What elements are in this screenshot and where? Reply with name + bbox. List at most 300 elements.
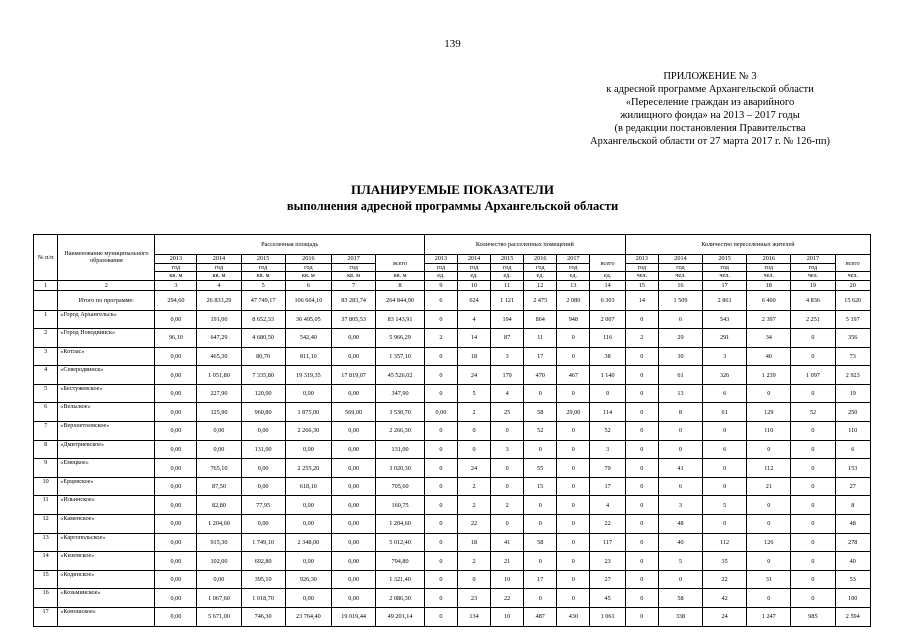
- table-cell: 21: [747, 477, 791, 496]
- row-name: «Каменское»: [58, 515, 155, 534]
- table-cell: 0,00: [155, 403, 197, 422]
- total-header: всего: [376, 255, 425, 272]
- table-cell: 0: [491, 459, 524, 478]
- table-cell: 0,00: [197, 422, 241, 441]
- table-cell: 470: [524, 366, 557, 385]
- table-cell: 19 019,44: [332, 608, 376, 627]
- table-cell: 542,40: [285, 329, 331, 348]
- table-cell: 129: [747, 403, 791, 422]
- table-cell: 19: [835, 384, 870, 403]
- table-cell: 1 321,40: [376, 570, 425, 589]
- table-cell: 23: [590, 552, 625, 571]
- table-row: [34, 403, 871, 422]
- table-cell: 87: [491, 329, 524, 348]
- year-header: 2013: [424, 255, 457, 264]
- row-index: 5: [34, 384, 58, 403]
- table-cell: 2 086,30: [376, 589, 425, 608]
- table-cell: 22: [457, 515, 490, 534]
- table-cell: 38: [590, 347, 625, 366]
- year-suffix: год: [557, 263, 590, 272]
- table-cell: 2: [457, 403, 490, 422]
- row-name: «Верхнетоемское»: [58, 422, 155, 441]
- appendix-line: ПРИЛОЖЕНИЕ № 3: [663, 71, 757, 82]
- table-cell: 0: [791, 589, 835, 608]
- table-cell: 6: [703, 440, 747, 459]
- column-number: 7: [332, 280, 376, 290]
- table-cell: 31: [747, 570, 791, 589]
- table-cell: 0: [557, 422, 590, 441]
- year-header: 2017: [332, 255, 376, 264]
- table-cell: 430: [557, 608, 590, 627]
- table-cell: 0: [557, 477, 590, 496]
- table-cell: 2 255,20: [285, 459, 331, 478]
- table-cell: 1 018,70: [241, 589, 285, 608]
- table-cell: 14: [457, 329, 490, 348]
- table-cell: 338: [658, 608, 702, 627]
- table-cell: 0: [747, 440, 791, 459]
- table-cell: 0: [791, 477, 835, 496]
- total-row: [34, 290, 871, 310]
- table-cell: 53: [835, 570, 870, 589]
- appendix-line: «Переселение граждан из аварийного: [625, 97, 795, 108]
- column-number: 12: [524, 280, 557, 290]
- table-cell: 4: [457, 310, 490, 329]
- unit-header: чел.: [791, 272, 835, 281]
- table-cell: 0: [424, 477, 457, 496]
- table-cell: 6: [835, 440, 870, 459]
- table-cell: 96,10: [155, 329, 197, 348]
- table-cell: 0: [625, 347, 658, 366]
- table-cell: 0: [791, 347, 835, 366]
- table-cell: 0: [424, 366, 457, 385]
- table-cell: 0,00: [155, 608, 197, 627]
- table-cell: 0,00: [155, 366, 197, 385]
- table-cell: 61: [658, 366, 702, 385]
- year-suffix: год: [197, 263, 241, 272]
- table-cell: 24: [457, 366, 490, 385]
- table-cell: 250: [835, 403, 870, 422]
- row-index: 6: [34, 403, 58, 422]
- column-number: 1: [34, 280, 58, 290]
- table-cell: 52: [791, 403, 835, 422]
- year-header: 2017: [791, 255, 835, 264]
- year-suffix: год: [241, 263, 285, 272]
- row-index: 15: [34, 570, 58, 589]
- table-cell: 0,00: [155, 570, 197, 589]
- table-cell: 0: [625, 310, 658, 329]
- table-cell: 125,90: [197, 403, 241, 422]
- row-index: 3: [34, 347, 58, 366]
- row-index: 13: [34, 533, 58, 552]
- table-cell: 0: [457, 440, 490, 459]
- row-name: «Вельское»: [58, 403, 155, 422]
- table-row: [34, 384, 871, 403]
- table-cell: 0: [424, 496, 457, 515]
- table-cell: 705,60: [376, 477, 425, 496]
- table-row: [34, 329, 871, 348]
- table-cell: 1 357,10: [376, 347, 425, 366]
- table-cell: 83 143,91: [376, 310, 425, 329]
- table-cell: 0: [625, 552, 658, 571]
- column-number: 13: [557, 280, 590, 290]
- people-group-header: Количество переселенных жителей: [625, 235, 870, 255]
- table-cell: 58: [524, 403, 557, 422]
- table-cell: 2 007: [590, 310, 625, 329]
- table-cell: 10: [491, 570, 524, 589]
- table-cell: 0,00: [155, 477, 197, 496]
- table-cell: 6 400: [747, 290, 791, 310]
- table-cell: 116: [590, 329, 625, 348]
- table-cell: 746,30: [241, 608, 285, 627]
- table-cell: 58: [524, 533, 557, 552]
- table-cell: 1 875,00: [285, 403, 331, 422]
- table-cell: 120,00: [241, 384, 285, 403]
- table-cell: 19 319,35: [285, 366, 331, 385]
- appendix-line: (в редакции постановления Правительства: [614, 123, 806, 134]
- column-number: 11: [491, 280, 524, 290]
- table-cell: 0: [557, 515, 590, 534]
- table-cell: 0,00: [155, 310, 197, 329]
- row-name: «Каргопольское»: [58, 533, 155, 552]
- table-cell: 37 805,53: [332, 310, 376, 329]
- table-cell: 1 509: [658, 290, 702, 310]
- document-title: ПЛАНИРУЕМЫЕ ПОКАЗАТЕЛИ: [351, 182, 554, 197]
- table-cell: 6: [658, 477, 702, 496]
- table-cell: 0,00: [332, 515, 376, 534]
- year-header: 2015: [703, 255, 747, 264]
- unit-header: ед.: [457, 272, 490, 281]
- table-row: [34, 422, 871, 441]
- table-cell: 0,00: [155, 496, 197, 515]
- table-cell: 960,80: [241, 403, 285, 422]
- table-cell: 0,00: [332, 329, 376, 348]
- column-number: 8: [376, 280, 425, 290]
- table-cell: 106 664,10: [285, 290, 331, 310]
- table-cell: 0: [747, 589, 791, 608]
- unit-header: кв. м: [285, 272, 331, 281]
- table-cell: 29: [658, 329, 702, 348]
- table-cell: 0: [424, 589, 457, 608]
- appendix-line: Архангельской области от 27 марта 2017 г. № 126-пп): [590, 136, 830, 147]
- header-row: [34, 235, 871, 255]
- table-cell: 24: [703, 608, 747, 627]
- appendix-line: жилищного фонда» на 2013 – 2017 годы: [620, 110, 800, 121]
- table-cell: 30: [658, 347, 702, 366]
- table-cell: 40: [658, 533, 702, 552]
- table-row: [34, 570, 871, 589]
- table-cell: 1 067,60: [197, 589, 241, 608]
- column-number: 18: [747, 280, 791, 290]
- table-cell: 0,00: [332, 552, 376, 571]
- table-cell: 326: [703, 366, 747, 385]
- column-number: 6: [285, 280, 331, 290]
- table-cell: 1 140: [590, 366, 625, 385]
- row-name: «Ерцевское»: [58, 477, 155, 496]
- column-number: 3: [155, 280, 197, 290]
- table-cell: 569,00: [332, 403, 376, 422]
- table-cell: 0: [524, 496, 557, 515]
- table-cell: 0: [524, 552, 557, 571]
- table-row: [34, 477, 871, 496]
- table-cell: 8: [835, 496, 870, 515]
- table-cell: 8: [658, 403, 702, 422]
- table-row: [34, 496, 871, 515]
- table-cell: 0: [625, 384, 658, 403]
- table-cell: 0: [491, 422, 524, 441]
- table-cell: 0: [747, 552, 791, 571]
- table-cell: 22: [590, 515, 625, 534]
- table-cell: 0,00: [155, 384, 197, 403]
- header-units-row: [34, 272, 871, 281]
- table-cell: 131,00: [241, 440, 285, 459]
- table-cell: 0,00: [285, 515, 331, 534]
- table-cell: 5 012,40: [376, 533, 425, 552]
- table-cell: 49 201,14: [376, 608, 425, 627]
- row-index: 8: [34, 440, 58, 459]
- table-cell: 624: [457, 290, 490, 310]
- row-index: 10: [34, 477, 58, 496]
- table-cell: 131,00: [376, 440, 425, 459]
- row-index: 16: [34, 589, 58, 608]
- table-cell: 0,00: [332, 477, 376, 496]
- table-cell: 0: [557, 552, 590, 571]
- unit-header: чел.: [747, 272, 791, 281]
- unit-header: ед.: [557, 272, 590, 281]
- table-cell: 0: [625, 422, 658, 441]
- table-cell: 0: [424, 608, 457, 627]
- table-cell: 0: [747, 384, 791, 403]
- row-index: 9: [34, 459, 58, 478]
- table-cell: 0,00: [332, 422, 376, 441]
- table-cell: 467: [557, 366, 590, 385]
- table-cell: 0: [625, 570, 658, 589]
- table-cell: 2: [457, 496, 490, 515]
- table-cell: 40: [747, 347, 791, 366]
- table-cell: 0: [424, 347, 457, 366]
- table-cell: 6: [658, 310, 702, 329]
- table-cell: 356: [835, 329, 870, 348]
- table-row: [34, 366, 871, 385]
- table-cell: 0,00: [332, 570, 376, 589]
- unit-header: кв. м: [241, 272, 285, 281]
- year-header: 2016: [524, 255, 557, 264]
- year-header: 2017: [557, 255, 590, 264]
- table-cell: 765,10: [197, 459, 241, 478]
- year-suffix: год: [491, 263, 524, 272]
- table-cell: 0: [557, 570, 590, 589]
- table-cell: 6: [424, 290, 457, 310]
- table-cell: 22: [703, 570, 747, 589]
- table-cell: 0: [791, 552, 835, 571]
- table-cell: 5: [457, 384, 490, 403]
- table-cell: 0: [424, 459, 457, 478]
- table-cell: 487: [524, 608, 557, 627]
- table-cell: 110: [835, 422, 870, 441]
- table-cell: 0: [658, 422, 702, 441]
- table-cell: 0,00: [241, 477, 285, 496]
- unit-header: чел.: [625, 272, 658, 281]
- year-suffix: год: [332, 263, 376, 272]
- table-cell: 58: [658, 589, 702, 608]
- table-cell: 29,00: [557, 403, 590, 422]
- column-number: 20: [835, 280, 870, 290]
- table-cell: 0,00: [155, 552, 197, 571]
- row-name: «Коношское»: [58, 608, 155, 627]
- table-cell: 926,30: [285, 570, 331, 589]
- unit-header: чел.: [835, 272, 870, 281]
- table-cell: 278: [835, 533, 870, 552]
- table-cell: 27: [590, 570, 625, 589]
- table-row: [34, 589, 871, 608]
- table-cell: 1 061: [590, 608, 625, 627]
- table-cell: 0: [625, 608, 658, 627]
- table-cell: 1 749,10: [241, 533, 285, 552]
- row-name: «Ильинское»: [58, 496, 155, 515]
- row-index: 2: [34, 329, 58, 348]
- table-cell: 1 247: [747, 608, 791, 627]
- rooms-group-header: Количество расселенных помещений: [424, 235, 625, 255]
- table-row: [34, 459, 871, 478]
- table-cell: 0: [791, 570, 835, 589]
- table-cell: 0: [457, 422, 490, 441]
- header-god-row: [34, 263, 871, 272]
- table-cell: 15: [524, 477, 557, 496]
- table-cell: 0: [424, 384, 457, 403]
- table-cell: 0: [524, 384, 557, 403]
- year-suffix: год: [791, 263, 835, 272]
- unit-header: ед.: [524, 272, 557, 281]
- header-years-row: [34, 255, 871, 264]
- table-cell: 6: [703, 384, 747, 403]
- row-name: «Северодвинск»: [58, 366, 155, 385]
- table-cell: 5: [703, 496, 747, 515]
- table-cell: 0: [703, 477, 747, 496]
- table-cell: 3: [658, 496, 702, 515]
- column-number: 4: [197, 280, 241, 290]
- table-cell: 2: [424, 329, 457, 348]
- table-cell: 23: [457, 589, 490, 608]
- table-cell: 7 335,80: [241, 366, 285, 385]
- header-municipality: Наименование муниципального образования: [58, 235, 155, 281]
- row-name: «Город Новодвинск»: [58, 329, 155, 348]
- table-cell: 864: [524, 310, 557, 329]
- table-cell: 0: [524, 440, 557, 459]
- table-cell: 0,00: [285, 384, 331, 403]
- table-cell: 0: [625, 477, 658, 496]
- table-cell: 543: [703, 310, 747, 329]
- row-index: 14: [34, 552, 58, 571]
- table-row: [34, 310, 871, 329]
- table-cell: 14: [625, 290, 658, 310]
- table-row: [34, 347, 871, 366]
- table-cell: 0: [791, 515, 835, 534]
- year-header: 2016: [285, 255, 331, 264]
- year-suffix: год: [625, 263, 658, 272]
- table-cell: 0,00: [285, 496, 331, 515]
- table-cell: 0: [424, 422, 457, 441]
- table-cell: 22: [491, 589, 524, 608]
- table-cell: 0: [424, 552, 457, 571]
- table-cell: 26 833,29: [197, 290, 241, 310]
- table-cell: 0: [747, 515, 791, 534]
- table-cell: 2 861: [703, 290, 747, 310]
- table-cell: 100: [835, 589, 870, 608]
- table-cell: 3 530,70: [376, 403, 425, 422]
- table-cell: 0,00: [332, 347, 376, 366]
- table-cell: 0: [791, 459, 835, 478]
- table-cell: 0,00: [155, 347, 197, 366]
- table-cell: 0: [557, 440, 590, 459]
- table-cell: 4 680,50: [241, 329, 285, 348]
- unit-header: чел.: [658, 272, 702, 281]
- table-cell: 0,00: [197, 440, 241, 459]
- table-cell: 0,00: [155, 459, 197, 478]
- table-cell: 0: [491, 477, 524, 496]
- table-cell: 347,90: [376, 384, 425, 403]
- year-header: 2015: [491, 255, 524, 264]
- table-cell: 24: [457, 459, 490, 478]
- table-cell: 61: [703, 403, 747, 422]
- table-cell: 0,00: [332, 440, 376, 459]
- table-cell: 2: [625, 329, 658, 348]
- table-cell: 73: [835, 347, 870, 366]
- table-cell: 0,00: [197, 570, 241, 589]
- table-cell: 17 819,07: [332, 366, 376, 385]
- header-number: № п/п: [34, 235, 58, 281]
- table-cell: 27: [835, 477, 870, 496]
- table-cell: 0: [524, 589, 557, 608]
- table-cell: 794,80: [376, 552, 425, 571]
- table-cell: 0: [658, 440, 702, 459]
- table-cell: 291: [703, 329, 747, 348]
- table-cell: 395,10: [241, 570, 285, 589]
- table-cell: 5 966,29: [376, 329, 425, 348]
- table-cell: 194: [491, 310, 524, 329]
- total-header: всего: [590, 255, 625, 272]
- table-cell: 179: [491, 366, 524, 385]
- table-cell: 13: [658, 384, 702, 403]
- table-cell: 0: [524, 515, 557, 534]
- table-cell: 83 283,74: [332, 290, 376, 310]
- table-cell: 0,00: [332, 496, 376, 515]
- year-suffix: год: [703, 263, 747, 272]
- table-cell: 0,00: [332, 533, 376, 552]
- table-cell: 15 620: [835, 290, 870, 310]
- column-number: 15: [625, 280, 658, 290]
- table-cell: 0: [557, 533, 590, 552]
- table-cell: 0: [424, 515, 457, 534]
- appendix-line: к адресной программе Архангельской области: [606, 84, 814, 95]
- row-index: 7: [34, 422, 58, 441]
- table-cell: 4: [491, 384, 524, 403]
- row-name: «Дмитриевское»: [58, 440, 155, 459]
- table-cell: 0: [791, 496, 835, 515]
- table-cell: 0: [791, 422, 835, 441]
- table-cell: 2 080: [557, 290, 590, 310]
- page-number: 139: [444, 38, 461, 50]
- table-cell: 0: [557, 329, 590, 348]
- table-cell: 811,10: [285, 347, 331, 366]
- document-heading: [0, 182, 905, 214]
- year-header: 2016: [747, 255, 791, 264]
- table-cell: 36 495,05: [285, 310, 331, 329]
- table-cell: 0: [491, 515, 524, 534]
- table-cell: 2 594: [835, 608, 870, 627]
- table-cell: 0: [791, 384, 835, 403]
- year-suffix: год: [424, 263, 457, 272]
- table-cell: 55: [524, 459, 557, 478]
- table-cell: 0: [625, 496, 658, 515]
